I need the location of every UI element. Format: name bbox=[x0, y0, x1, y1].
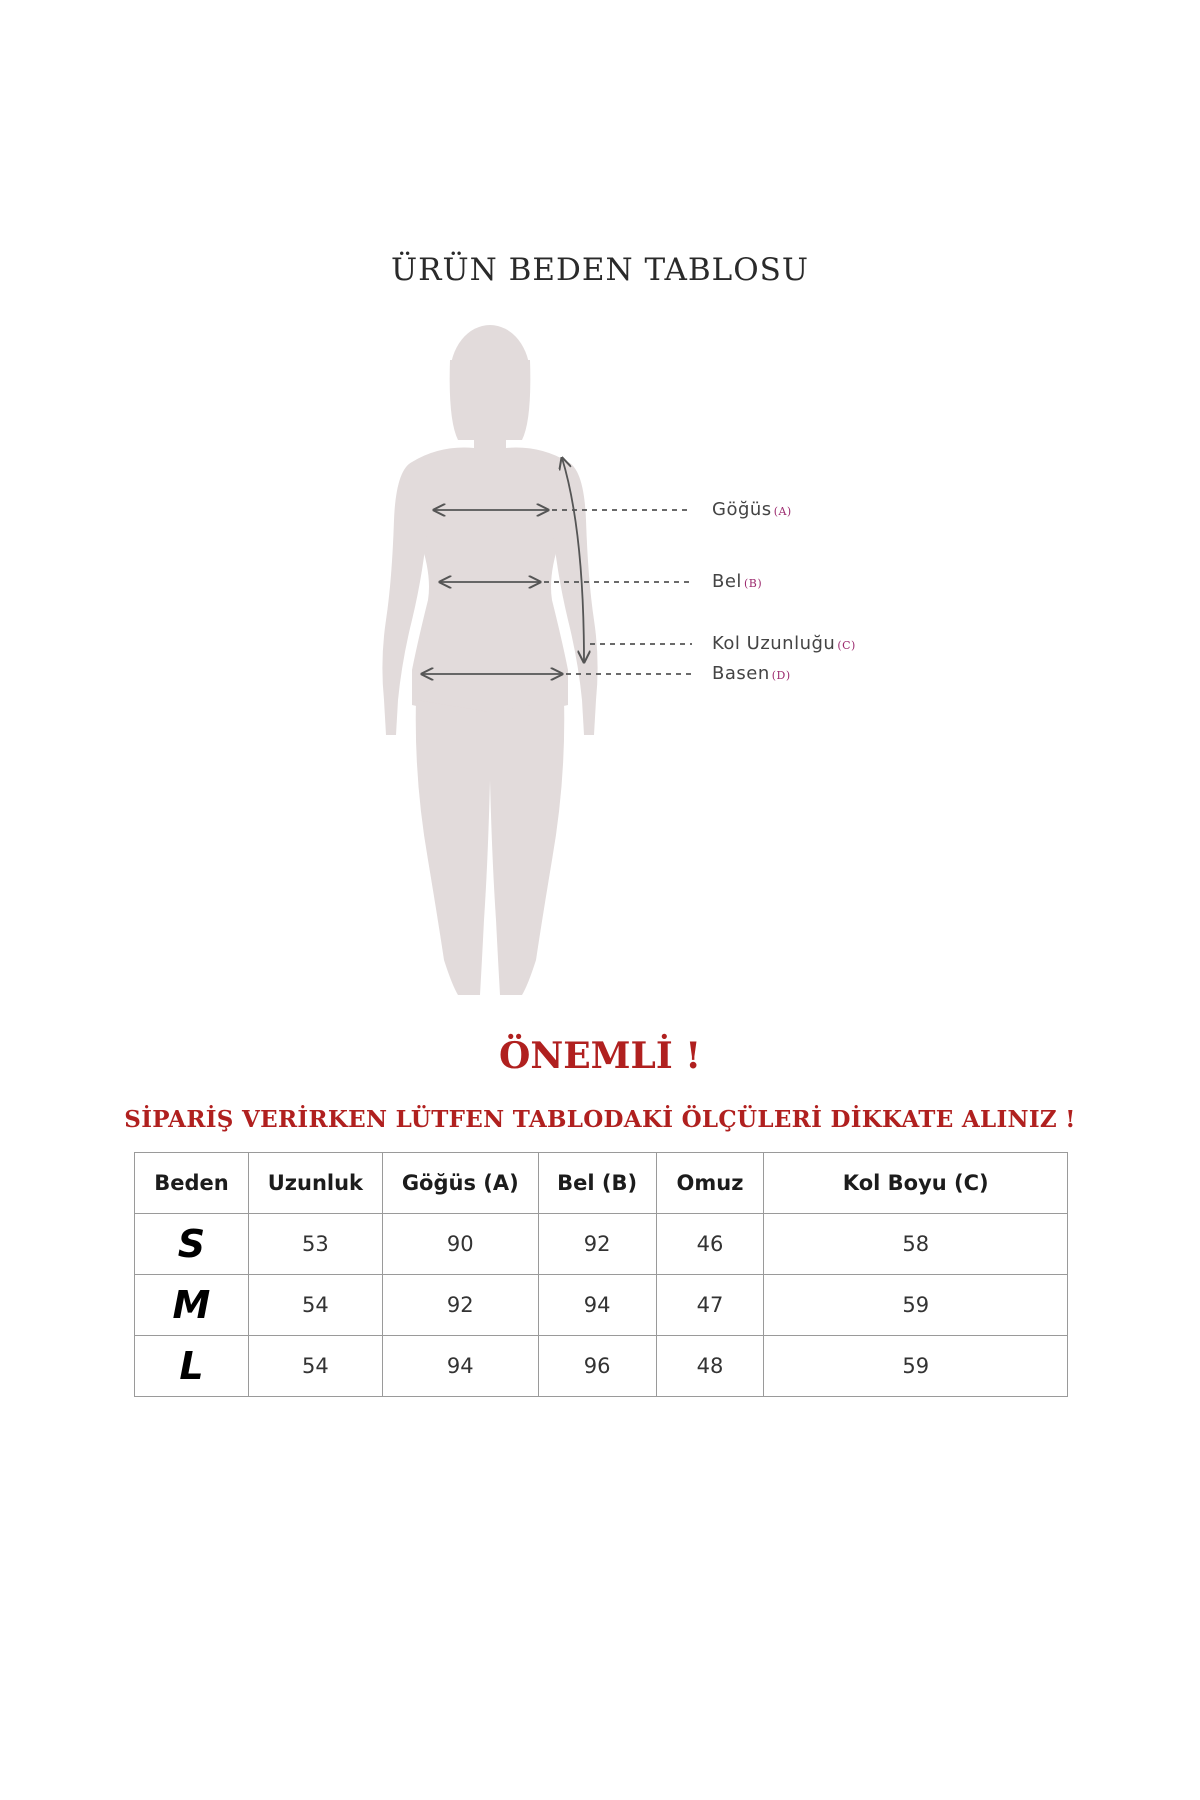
column-header-bel: Bel (B) bbox=[538, 1153, 656, 1214]
hip-label bbox=[712, 663, 791, 684]
size-table bbox=[134, 1152, 1068, 1397]
table-cell: 58 bbox=[764, 1214, 1068, 1275]
size-cell: S bbox=[135, 1214, 249, 1275]
table-cell: 94 bbox=[382, 1336, 538, 1397]
hip-label-name: Basen bbox=[712, 663, 770, 684]
table-cell: 54 bbox=[248, 1336, 382, 1397]
waist-label-code: (B) bbox=[743, 577, 763, 590]
chest-label-name: Göğüs bbox=[712, 499, 772, 520]
table-cell: 59 bbox=[764, 1336, 1068, 1397]
order-notice: SİPARİŞ VERİRKEN LÜTFEN TABLODAKİ ÖLÇÜLERİ DİKKATE ALINIZ ! bbox=[124, 1106, 1076, 1133]
important-heading: ÖNEMLİ ! bbox=[498, 1035, 702, 1077]
hip-label-code: (D) bbox=[771, 669, 791, 682]
table-cell: 92 bbox=[382, 1275, 538, 1336]
table-row bbox=[135, 1275, 1068, 1336]
table-row bbox=[135, 1214, 1068, 1275]
table-cell: 47 bbox=[656, 1275, 764, 1336]
table-cell: 96 bbox=[538, 1336, 656, 1397]
column-header-beden: Beden bbox=[135, 1153, 249, 1214]
chest-label-code: (A) bbox=[773, 505, 792, 518]
chest-label bbox=[712, 499, 792, 520]
table-cell: 46 bbox=[656, 1214, 764, 1275]
body-silhouette bbox=[382, 325, 597, 995]
page-title: ÜRÜN BEDEN TABLOSU bbox=[391, 252, 809, 288]
table-cell: 90 bbox=[382, 1214, 538, 1275]
waist-label bbox=[712, 571, 762, 592]
column-header-gogus: Göğüs (A) bbox=[382, 1153, 538, 1214]
sleeve-label-name: Kol Uzunluğu bbox=[712, 633, 836, 654]
sleeve-label bbox=[712, 633, 856, 654]
table-cell: 48 bbox=[656, 1336, 764, 1397]
waist-label-name: Bel bbox=[712, 571, 742, 592]
table-header-row bbox=[135, 1153, 1068, 1214]
column-header-omuz: Omuz bbox=[656, 1153, 764, 1214]
table-cell: 59 bbox=[764, 1275, 1068, 1336]
size-cell: L bbox=[135, 1336, 249, 1397]
table-cell: 92 bbox=[538, 1214, 656, 1275]
table-cell: 53 bbox=[248, 1214, 382, 1275]
table-cell: 54 bbox=[248, 1275, 382, 1336]
sleeve-label-code: (C) bbox=[837, 639, 856, 652]
column-header-uzunluk: Uzunluk bbox=[248, 1153, 382, 1214]
size-cell: M bbox=[135, 1275, 249, 1336]
table-cell: 94 bbox=[538, 1275, 656, 1336]
table-row bbox=[135, 1336, 1068, 1397]
column-header-kol-boyu: Kol Boyu (C) bbox=[764, 1153, 1068, 1214]
